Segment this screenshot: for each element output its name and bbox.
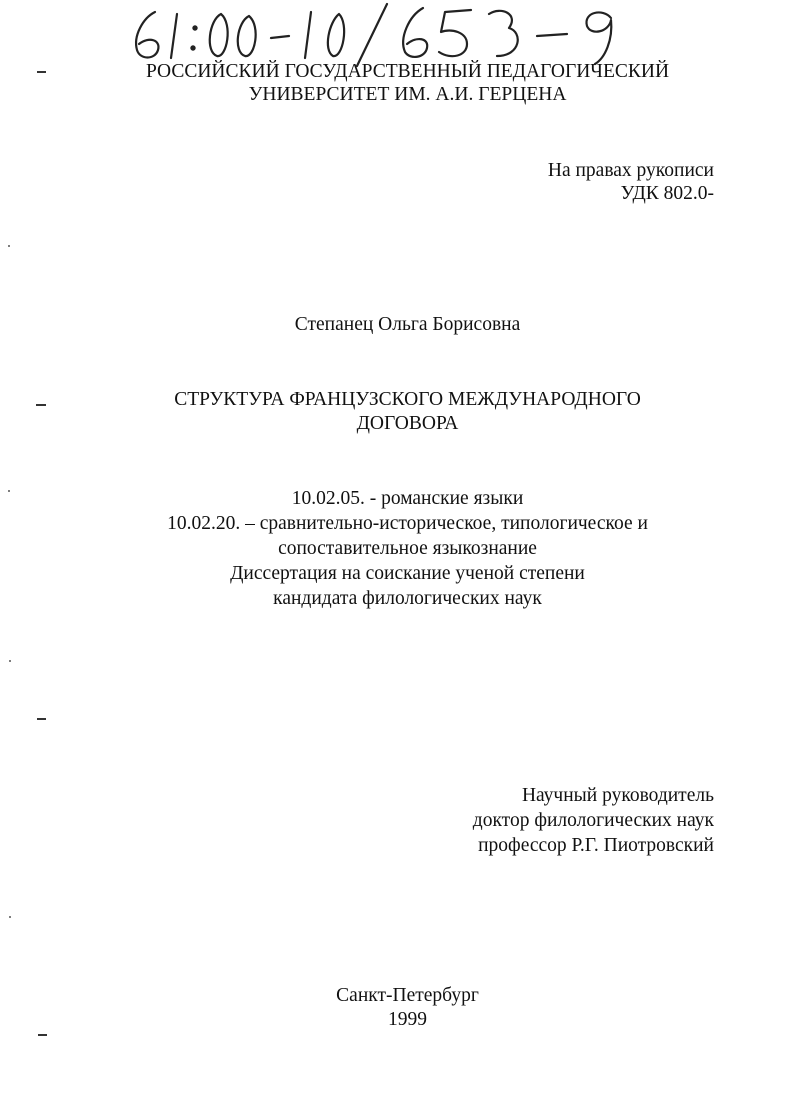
degree-line-1: Диссертация на соискание ученой степени bbox=[230, 563, 585, 584]
footer-city: Санкт-Петербург bbox=[336, 985, 479, 1006]
footer-year: 1999 bbox=[388, 1009, 427, 1030]
supervisor-line-2: доктор филологических наук bbox=[472, 810, 714, 831]
supervisor-line-3: профессор Р.Г. Пиотровский bbox=[478, 835, 714, 856]
institution-line-1: РОССИЙСКИЙ ГОСУДАРСТВЕННЫЙ ПЕДАГОГИЧЕСКИЙ bbox=[145, 61, 670, 82]
degree-line-2: кандидата филологических наук bbox=[273, 588, 542, 609]
author-name: Степанец Ольга Борисовна bbox=[294, 314, 521, 335]
title-line-1: СТРУКТУРА ФРАНЦУЗСКОГО МЕЖДУНАРОДНОГО bbox=[174, 389, 641, 410]
specialty-line-2: 10.02.20. – сравнительно-историческое, типологическое и bbox=[167, 513, 648, 534]
scan-margin-mark bbox=[38, 1034, 47, 1036]
udk-code: УДК 802.0- bbox=[620, 183, 714, 204]
scan-margin-mark bbox=[37, 718, 46, 720]
specialty-line-1: 10.02.05. - романские языки bbox=[291, 488, 524, 509]
title-line-2: ДОГОВОРА bbox=[356, 413, 459, 434]
scan-dot bbox=[9, 660, 11, 662]
institution-line-2: УНИВЕРСИТЕТ ИМ. А.И. ГЕРЦЕНА bbox=[248, 84, 567, 105]
manuscript-rights: На правах рукописи bbox=[547, 160, 714, 181]
handwritten-archive-code bbox=[125, 0, 625, 68]
scan-dot bbox=[8, 245, 10, 247]
scan-dot bbox=[9, 916, 11, 918]
supervisor-line-1: Научный руководитель bbox=[521, 785, 714, 806]
specialty-line-3: сопоставительное языкознание bbox=[278, 538, 537, 559]
